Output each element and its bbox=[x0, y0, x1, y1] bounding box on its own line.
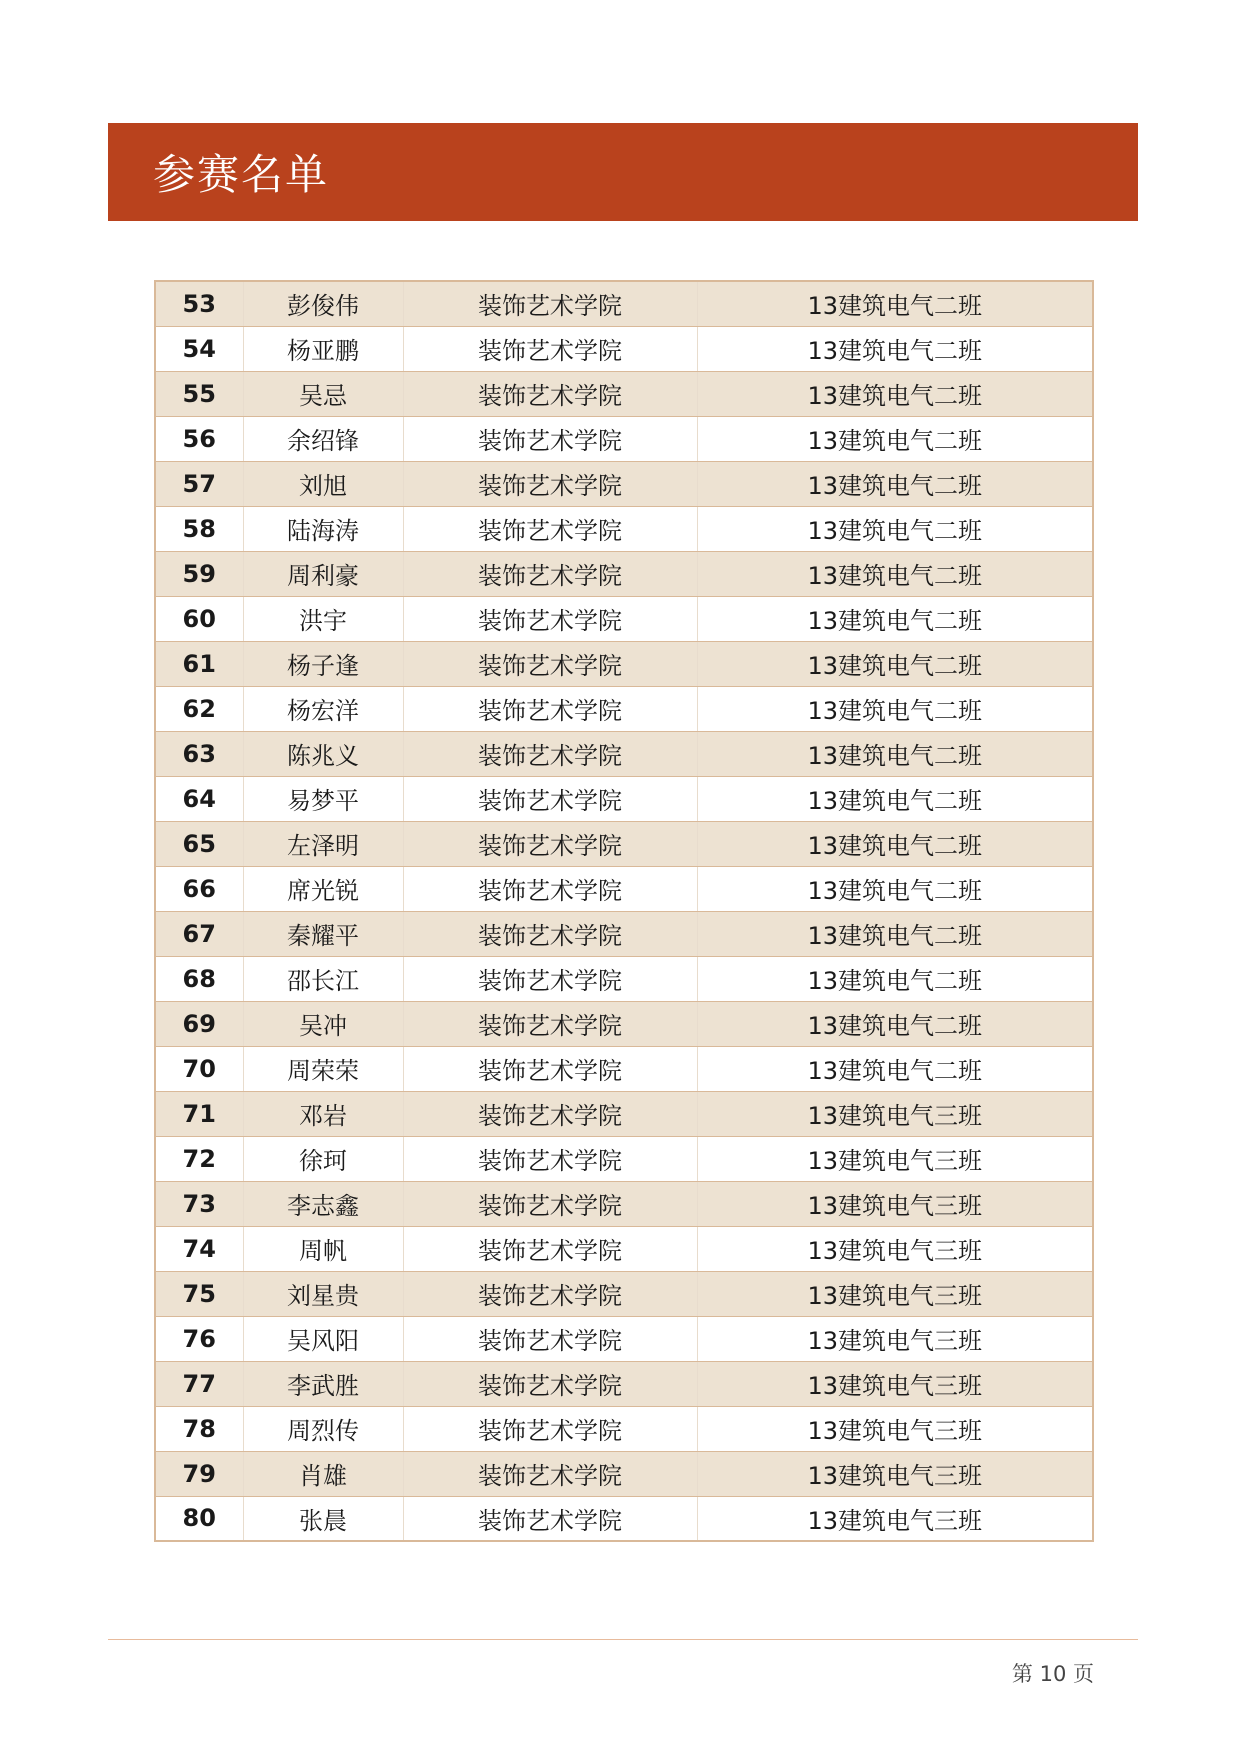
table-row bbox=[155, 1001, 1093, 1046]
college-name: 装饰艺术学院 bbox=[403, 911, 697, 956]
college-name: 装饰艺术学院 bbox=[403, 551, 697, 596]
participant-name: 彭俊伟 bbox=[243, 281, 403, 326]
table-row bbox=[155, 641, 1093, 686]
page-title: 参赛名单 bbox=[153, 150, 330, 199]
participant-name: 易梦平 bbox=[243, 776, 403, 821]
class-name: 13建筑电气三班 bbox=[697, 1181, 1093, 1226]
college-name: 装饰艺术学院 bbox=[403, 416, 697, 461]
college-name: 装饰艺术学院 bbox=[403, 596, 697, 641]
table-row bbox=[155, 596, 1093, 641]
class-name: 13建筑电气三班 bbox=[697, 1226, 1093, 1271]
college-name: 装饰艺术学院 bbox=[403, 776, 697, 821]
class-name: 13建筑电气二班 bbox=[697, 1001, 1093, 1046]
college-name: 装饰艺术学院 bbox=[403, 371, 697, 416]
title-banner bbox=[108, 123, 1138, 221]
college-name: 装饰艺术学院 bbox=[403, 1361, 697, 1406]
class-name: 13建筑电气二班 bbox=[697, 281, 1093, 326]
participant-name: 邵长江 bbox=[243, 956, 403, 1001]
table-row bbox=[155, 326, 1093, 371]
class-name: 13建筑电气三班 bbox=[697, 1271, 1093, 1316]
table-row bbox=[155, 1271, 1093, 1316]
table-row bbox=[155, 776, 1093, 821]
table-row bbox=[155, 371, 1093, 416]
college-name: 装饰艺术学院 bbox=[403, 1271, 697, 1316]
class-name: 13建筑电气二班 bbox=[697, 371, 1093, 416]
class-name: 13建筑电气三班 bbox=[697, 1091, 1093, 1136]
participant-name: 陈兆义 bbox=[243, 731, 403, 776]
participant-name: 吴风阳 bbox=[243, 1316, 403, 1361]
row-number: 80 bbox=[155, 1496, 243, 1541]
class-name: 13建筑电气二班 bbox=[697, 911, 1093, 956]
college-name: 装饰艺术学院 bbox=[403, 1451, 697, 1496]
row-number: 71 bbox=[155, 1091, 243, 1136]
row-number: 68 bbox=[155, 956, 243, 1001]
row-number: 57 bbox=[155, 461, 243, 506]
row-number: 56 bbox=[155, 416, 243, 461]
participant-name: 秦耀平 bbox=[243, 911, 403, 956]
participant-name: 杨亚鹏 bbox=[243, 326, 403, 371]
class-name: 13建筑电气二班 bbox=[697, 731, 1093, 776]
college-name: 装饰艺术学院 bbox=[403, 506, 697, 551]
table-row bbox=[155, 686, 1093, 731]
table-row bbox=[155, 866, 1093, 911]
college-name: 装饰艺术学院 bbox=[403, 281, 697, 326]
college-name: 装饰艺术学院 bbox=[403, 1406, 697, 1451]
table-row bbox=[155, 1316, 1093, 1361]
class-name: 13建筑电气三班 bbox=[697, 1136, 1093, 1181]
college-name: 装饰艺术学院 bbox=[403, 461, 697, 506]
participant-table bbox=[154, 280, 1094, 1542]
class-name: 13建筑电气二班 bbox=[697, 506, 1093, 551]
row-number: 76 bbox=[155, 1316, 243, 1361]
row-number: 59 bbox=[155, 551, 243, 596]
class-name: 13建筑电气二班 bbox=[697, 686, 1093, 731]
class-name: 13建筑电气二班 bbox=[697, 461, 1093, 506]
table-row bbox=[155, 281, 1093, 326]
table-row bbox=[155, 416, 1093, 461]
college-name: 装饰艺术学院 bbox=[403, 1001, 697, 1046]
row-number: 70 bbox=[155, 1046, 243, 1091]
participant-name: 张晨 bbox=[243, 1496, 403, 1541]
page-number: 第 10 页 bbox=[1011, 1662, 1094, 1686]
participant-name: 吴忌 bbox=[243, 371, 403, 416]
table-row bbox=[155, 1496, 1093, 1541]
participant-name: 刘旭 bbox=[243, 461, 403, 506]
row-number: 67 bbox=[155, 911, 243, 956]
college-name: 装饰艺术学院 bbox=[403, 1046, 697, 1091]
table-row bbox=[155, 506, 1093, 551]
row-number: 73 bbox=[155, 1181, 243, 1226]
row-number: 72 bbox=[155, 1136, 243, 1181]
class-name: 13建筑电气二班 bbox=[697, 416, 1093, 461]
participant-name: 李志鑫 bbox=[243, 1181, 403, 1226]
college-name: 装饰艺术学院 bbox=[403, 641, 697, 686]
participant-name: 席光锐 bbox=[243, 866, 403, 911]
row-number: 60 bbox=[155, 596, 243, 641]
participant-name: 李武胜 bbox=[243, 1361, 403, 1406]
class-name: 13建筑电气三班 bbox=[697, 1451, 1093, 1496]
row-number: 53 bbox=[155, 281, 243, 326]
row-number: 61 bbox=[155, 641, 243, 686]
table-row bbox=[155, 1046, 1093, 1091]
participant-table-body bbox=[155, 281, 1093, 1541]
participant-name: 徐珂 bbox=[243, 1136, 403, 1181]
row-number: 58 bbox=[155, 506, 243, 551]
table-row bbox=[155, 1226, 1093, 1271]
row-number: 69 bbox=[155, 1001, 243, 1046]
college-name: 装饰艺术学院 bbox=[403, 1316, 697, 1361]
participant-name: 吴冲 bbox=[243, 1001, 403, 1046]
college-name: 装饰艺术学院 bbox=[403, 956, 697, 1001]
participant-name: 刘星贵 bbox=[243, 1271, 403, 1316]
row-number: 66 bbox=[155, 866, 243, 911]
row-number: 55 bbox=[155, 371, 243, 416]
class-name: 13建筑电气二班 bbox=[697, 776, 1093, 821]
table-row bbox=[155, 1451, 1093, 1496]
participant-name: 周烈传 bbox=[243, 1406, 403, 1451]
participant-name: 陆海涛 bbox=[243, 506, 403, 551]
row-number: 75 bbox=[155, 1271, 243, 1316]
row-number: 65 bbox=[155, 821, 243, 866]
college-name: 装饰艺术学院 bbox=[403, 1226, 697, 1271]
college-name: 装饰艺术学院 bbox=[403, 821, 697, 866]
row-number: 54 bbox=[155, 326, 243, 371]
table-row bbox=[155, 821, 1093, 866]
college-name: 装饰艺术学院 bbox=[403, 731, 697, 776]
footer-divider bbox=[108, 1639, 1138, 1640]
class-name: 13建筑电气二班 bbox=[697, 641, 1093, 686]
participant-name: 左泽明 bbox=[243, 821, 403, 866]
table-row bbox=[155, 911, 1093, 956]
table-row bbox=[155, 731, 1093, 776]
table-row bbox=[155, 1136, 1093, 1181]
class-name: 13建筑电气三班 bbox=[697, 1316, 1093, 1361]
row-number: 62 bbox=[155, 686, 243, 731]
class-name: 13建筑电气二班 bbox=[697, 326, 1093, 371]
participant-name: 杨宏洋 bbox=[243, 686, 403, 731]
row-number: 63 bbox=[155, 731, 243, 776]
row-number: 74 bbox=[155, 1226, 243, 1271]
college-name: 装饰艺术学院 bbox=[403, 866, 697, 911]
class-name: 13建筑电气二班 bbox=[697, 821, 1093, 866]
class-name: 13建筑电气三班 bbox=[697, 1361, 1093, 1406]
row-number: 77 bbox=[155, 1361, 243, 1406]
participant-name: 周利豪 bbox=[243, 551, 403, 596]
table-row bbox=[155, 1361, 1093, 1406]
row-number: 64 bbox=[155, 776, 243, 821]
participant-name: 周荣荣 bbox=[243, 1046, 403, 1091]
class-name: 13建筑电气三班 bbox=[697, 1406, 1093, 1451]
college-name: 装饰艺术学院 bbox=[403, 686, 697, 731]
class-name: 13建筑电气二班 bbox=[697, 596, 1093, 641]
class-name: 13建筑电气二班 bbox=[697, 551, 1093, 596]
class-name: 13建筑电气三班 bbox=[697, 1496, 1093, 1541]
table-row bbox=[155, 1181, 1093, 1226]
college-name: 装饰艺术学院 bbox=[403, 326, 697, 371]
class-name: 13建筑电气二班 bbox=[697, 1046, 1093, 1091]
college-name: 装饰艺术学院 bbox=[403, 1091, 697, 1136]
table-row bbox=[155, 461, 1093, 506]
class-name: 13建筑电气二班 bbox=[697, 956, 1093, 1001]
participant-name: 肖雄 bbox=[243, 1451, 403, 1496]
college-name: 装饰艺术学院 bbox=[403, 1496, 697, 1541]
college-name: 装饰艺术学院 bbox=[403, 1181, 697, 1226]
participant-name: 余绍锋 bbox=[243, 416, 403, 461]
participant-name: 周帆 bbox=[243, 1226, 403, 1271]
participant-name: 邓岩 bbox=[243, 1091, 403, 1136]
class-name: 13建筑电气二班 bbox=[697, 866, 1093, 911]
college-name: 装饰艺术学院 bbox=[403, 1136, 697, 1181]
table-row bbox=[155, 551, 1093, 596]
participant-name: 洪宇 bbox=[243, 596, 403, 641]
row-number: 79 bbox=[155, 1451, 243, 1496]
row-number: 78 bbox=[155, 1406, 243, 1451]
table-row bbox=[155, 956, 1093, 1001]
participant-name: 杨子逢 bbox=[243, 641, 403, 686]
table-row bbox=[155, 1406, 1093, 1451]
table-row bbox=[155, 1091, 1093, 1136]
